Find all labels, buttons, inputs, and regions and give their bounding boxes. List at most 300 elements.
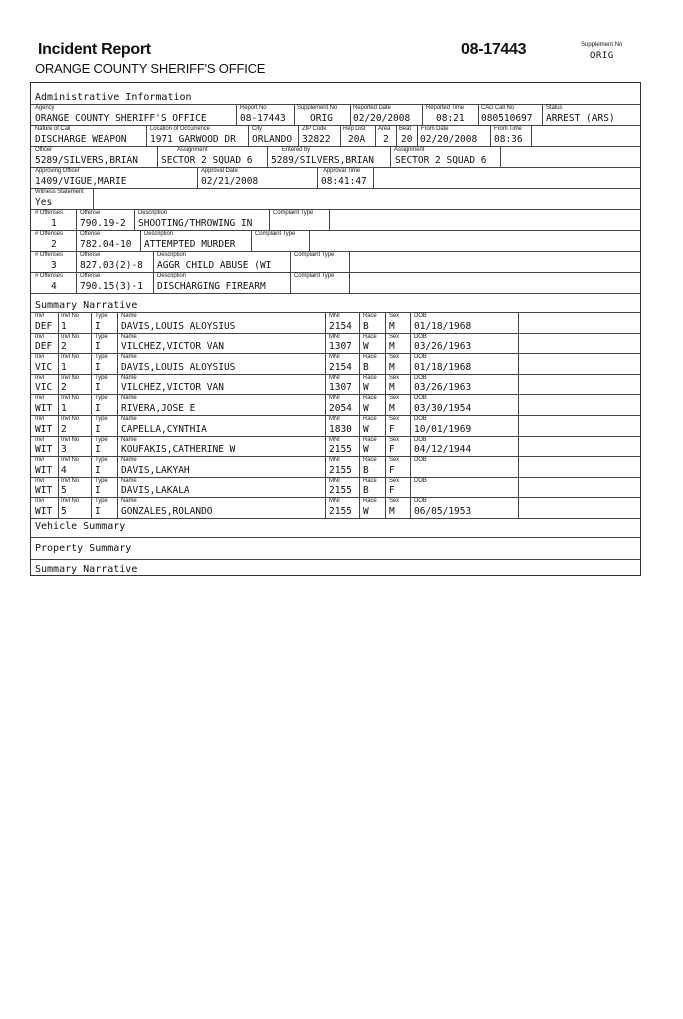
- divider: [117, 374, 118, 395]
- person-dob-label: DOB: [414, 354, 427, 361]
- offense-description-label: Description: [157, 252, 186, 258]
- divider: [518, 497, 519, 518]
- divider: [31, 272, 640, 273]
- person-name: KOUFAKIS,CATHERINE W: [121, 444, 236, 456]
- person-mni: 1307: [329, 341, 352, 353]
- person-invl: WIT: [35, 485, 53, 497]
- agency-value: ORANGE COUNTY SHERIFF'S OFFICE: [35, 113, 207, 124]
- divider: [385, 333, 386, 354]
- person-invl: VIC: [35, 361, 53, 373]
- person-mni: 2155: [329, 505, 352, 517]
- divider: [31, 209, 640, 210]
- person-name-label: Name: [121, 477, 137, 484]
- person-sex-label: Sex: [389, 354, 400, 361]
- divider: [117, 415, 118, 436]
- person-mni: 2154: [329, 361, 352, 373]
- person-name: GONZALES,ROLANDO: [121, 505, 213, 517]
- divider: [91, 353, 92, 374]
- divider: [385, 436, 386, 457]
- witness-statement-label: Witness Statement: [35, 189, 84, 195]
- divider: [134, 209, 135, 230]
- offense-description: AGGR CHILD ABUSE (WI: [157, 260, 272, 271]
- offense-code-label: Offense: [80, 273, 101, 279]
- divider: [31, 559, 640, 560]
- person-race: W: [363, 382, 369, 394]
- person-dob-label: DOB: [414, 395, 427, 402]
- person-invl-label: Invl: [35, 477, 44, 484]
- report-title: Incident Report: [38, 41, 151, 58]
- person-dob: 06/05/1953: [414, 505, 472, 517]
- person-invl-no-label: Invl No: [61, 333, 79, 340]
- divider: [349, 272, 350, 293]
- offense-complaint-type-label: Complaint Type: [273, 210, 314, 216]
- approving-officer-label: Approving Officer: [35, 168, 80, 174]
- reported-time-label: Reported Time: [426, 105, 465, 111]
- divider: [518, 312, 519, 333]
- divider: [91, 333, 92, 354]
- divider: [359, 394, 360, 415]
- person-mni-label: MNI: [329, 333, 340, 340]
- divider: [531, 125, 532, 146]
- person-name-label: Name: [121, 354, 137, 361]
- supplement-value: ORIG: [590, 51, 614, 61]
- person-mni: 2054: [329, 402, 352, 414]
- nature-of-call-label: Nature of Call: [35, 126, 71, 132]
- offense-code: 827.03(2)-8: [80, 260, 143, 271]
- person-invl-no-label: Invl No: [61, 477, 79, 484]
- offense-description: SHOOTING/THROWING IN: [138, 218, 253, 229]
- offense-code: 782.04-10: [80, 239, 132, 250]
- person-invl: DEF: [35, 341, 53, 353]
- person-sex-label: Sex: [389, 333, 400, 340]
- supplement-no-label: Supplement No: [297, 105, 338, 111]
- divider: [325, 436, 326, 457]
- person-dob: 03/26/1963: [414, 341, 472, 353]
- divider: [76, 272, 77, 293]
- person-type: I: [95, 320, 101, 332]
- divider: [359, 374, 360, 395]
- person-invl-label: Invl: [35, 374, 44, 381]
- person-type: I: [95, 485, 101, 497]
- divider: [325, 456, 326, 477]
- person-invl-no: 2: [61, 423, 67, 435]
- agency-label: Agency: [35, 105, 55, 111]
- divider: [385, 312, 386, 333]
- person-invl-no: 1: [61, 402, 67, 414]
- from-date-value: 02/20/2008: [420, 134, 478, 145]
- divider: [58, 415, 59, 436]
- divider: [31, 125, 640, 126]
- person-dob: 04/12/1944: [414, 444, 472, 456]
- divider: [140, 230, 141, 251]
- divider: [410, 333, 411, 354]
- person-type: I: [95, 505, 101, 517]
- person-type-label: Type: [95, 374, 108, 381]
- reported-date-label: Reported Date: [353, 105, 391, 111]
- divider: [410, 436, 411, 457]
- divider: [91, 394, 92, 415]
- divider: [91, 374, 92, 395]
- rep-dist-label: Rep Dist: [343, 126, 366, 132]
- person-invl-no-label: Invl No: [61, 313, 79, 319]
- divider: [58, 477, 59, 498]
- person-invl-label: Invl: [35, 333, 44, 340]
- offense-complaint-type-label: Complaint Type: [294, 252, 335, 258]
- person-invl: DEF: [35, 320, 53, 332]
- approval-time-value: 08:41:47: [321, 176, 367, 187]
- entered-assignment-label: Assignment: [394, 147, 425, 153]
- location-value: 1971 GARWOOD DR: [150, 134, 236, 145]
- divider: [385, 477, 386, 498]
- offense-num-label: # Offenses: [35, 273, 63, 279]
- person-type-label: Type: [95, 333, 108, 340]
- person-name-label: Name: [121, 436, 137, 443]
- divider: [422, 104, 423, 125]
- person-invl-label: Invl: [35, 416, 44, 422]
- person-mni: 1307: [329, 382, 352, 394]
- person-sex-label: Sex: [389, 395, 400, 402]
- person-dob-label: DOB: [414, 457, 427, 464]
- divider: [76, 209, 77, 230]
- person-type: I: [95, 423, 101, 435]
- divider: [359, 436, 360, 457]
- divider: [31, 537, 640, 538]
- divider: [58, 374, 59, 395]
- person-invl-no-label: Invl No: [61, 457, 79, 464]
- vehicle-summary-title: Vehicle Summary: [35, 521, 126, 532]
- person-invl-no-label: Invl No: [61, 395, 79, 402]
- person-race-label: Race: [363, 416, 377, 422]
- divider: [269, 209, 270, 230]
- person-sex-label: Sex: [389, 313, 400, 319]
- divider: [417, 125, 418, 146]
- divider: [31, 230, 640, 231]
- divider: [373, 167, 374, 188]
- divider: [390, 146, 391, 167]
- divider: [117, 394, 118, 415]
- divider: [325, 394, 326, 415]
- divider: [251, 230, 252, 251]
- divider: [410, 497, 411, 518]
- supplement-label: Supplement No: [581, 42, 623, 48]
- person-dob-label: DOB: [414, 436, 427, 443]
- person-race: W: [363, 505, 369, 517]
- divider: [58, 436, 59, 457]
- divider: [340, 125, 341, 146]
- person-name-label: Name: [121, 374, 137, 381]
- city-label: City: [252, 126, 262, 132]
- divider: [410, 415, 411, 436]
- officer-value: 5289/SILVERS,BRIAN: [35, 155, 138, 166]
- person-invl-no-label: Invl No: [61, 498, 79, 505]
- person-mni: 2155: [329, 464, 352, 476]
- divider: [58, 312, 59, 333]
- offense-complaint-type-label: Complaint Type: [294, 273, 335, 279]
- offense-description-label: Description: [138, 210, 167, 216]
- divider: [359, 312, 360, 333]
- person-mni: 2155: [329, 444, 352, 456]
- offense-num: 4: [51, 281, 57, 292]
- person-sex-label: Sex: [389, 416, 400, 422]
- person-type: I: [95, 341, 101, 353]
- offense-num-label: # Offenses: [35, 210, 63, 216]
- person-sex: M: [389, 382, 395, 394]
- divider: [31, 146, 640, 147]
- person-sex: F: [389, 444, 395, 456]
- divider: [410, 353, 411, 374]
- entered-assignment-value: SECTOR 2 SQUAD 6: [395, 155, 487, 166]
- divider: [153, 251, 154, 272]
- divider: [91, 497, 92, 518]
- divider: [58, 456, 59, 477]
- person-invl-no: 5: [61, 485, 67, 497]
- person-type: I: [95, 382, 101, 394]
- entered-by-value: 5289/SILVERS,BRIAN: [271, 155, 374, 166]
- divider: [385, 497, 386, 518]
- incident-form: [30, 82, 641, 576]
- divider: [146, 125, 147, 146]
- person-race: B: [363, 485, 369, 497]
- person-type: I: [95, 361, 101, 373]
- person-mni: 2154: [329, 320, 352, 332]
- divider: [329, 209, 330, 230]
- beat-label: Beat: [399, 126, 411, 132]
- divider: [518, 436, 519, 457]
- divider: [410, 394, 411, 415]
- divider: [290, 251, 291, 272]
- divider: [117, 353, 118, 374]
- divider: [197, 167, 198, 188]
- area-value: 2: [383, 134, 389, 145]
- person-invl-no-label: Invl No: [61, 354, 79, 361]
- person-invl: VIC: [35, 382, 53, 394]
- divider: [91, 436, 92, 457]
- person-name-label: Name: [121, 333, 137, 340]
- person-invl-label: Invl: [35, 395, 44, 402]
- person-invl-no-label: Invl No: [61, 374, 79, 381]
- person-invl-no: 5: [61, 505, 67, 517]
- divider: [91, 415, 92, 436]
- offense-description: ATTEMPTED MURDER: [144, 239, 236, 250]
- person-sex: F: [389, 485, 395, 497]
- person-type-label: Type: [95, 395, 108, 402]
- divider: [236, 104, 237, 125]
- person-dob: 01/18/1968: [414, 361, 472, 373]
- person-mni-label: MNI: [329, 436, 340, 443]
- reported-time-value: 08:21: [436, 113, 465, 124]
- divider: [518, 456, 519, 477]
- person-invl: WIT: [35, 464, 53, 476]
- offense-code-label: Offense: [80, 210, 101, 216]
- divider: [58, 333, 59, 354]
- person-race: B: [363, 320, 369, 332]
- person-name-label: Name: [121, 457, 137, 464]
- divider: [153, 272, 154, 293]
- person-race: W: [363, 341, 369, 353]
- person-mni-label: MNI: [329, 416, 340, 422]
- person-sex: M: [389, 505, 395, 517]
- approval-time-label: Approval Time: [323, 168, 361, 174]
- divider: [325, 497, 326, 518]
- person-dob: 10/01/1969: [414, 423, 472, 435]
- report-number: 08-17443: [461, 41, 527, 58]
- person-type: I: [95, 444, 101, 456]
- status-value: ARREST (ARS): [546, 113, 615, 124]
- person-sex: F: [389, 423, 395, 435]
- divider: [91, 456, 92, 477]
- divider: [317, 167, 318, 188]
- offense-description: DISCHARGING FIREARM: [157, 281, 266, 292]
- divider: [157, 146, 158, 167]
- offense-code-label: Offense: [80, 252, 101, 258]
- office-name: ORANGE COUNTY SHERIFF'S OFFICE: [35, 61, 266, 76]
- offense-code: 790.15(3)-1: [80, 281, 143, 292]
- status-label: Status: [546, 105, 563, 111]
- person-type-label: Type: [95, 477, 108, 484]
- divider: [410, 477, 411, 498]
- city-value: ORLANDO: [252, 134, 293, 145]
- person-invl: WIT: [35, 402, 53, 414]
- offense-code-label: Offense: [80, 231, 101, 237]
- divider: [518, 394, 519, 415]
- divider: [117, 333, 118, 354]
- person-race-label: Race: [363, 333, 377, 340]
- person-type: I: [95, 464, 101, 476]
- divider: [58, 497, 59, 518]
- person-invl: WIT: [35, 423, 53, 435]
- person-name: DAVIS,LAKYAH: [121, 464, 190, 476]
- person-invl-label: Invl: [35, 313, 44, 319]
- from-time-value: 08:36: [494, 134, 523, 145]
- person-invl-label: Invl: [35, 498, 44, 505]
- divider: [325, 312, 326, 333]
- person-mni-label: MNI: [329, 395, 340, 402]
- divider: [76, 230, 77, 251]
- person-dob-label: DOB: [414, 374, 427, 381]
- divider: [359, 333, 360, 354]
- person-mni-label: MNI: [329, 374, 340, 381]
- admin-section-title: Administrative Information: [35, 92, 192, 103]
- person-invl-no: 2: [61, 382, 67, 394]
- person-invl-label: Invl: [35, 354, 44, 361]
- person-race: W: [363, 402, 369, 414]
- person-dob: 01/18/1968: [414, 320, 472, 332]
- nature-of-call-value: DISCHARGE WEAPON: [35, 134, 127, 145]
- divider: [410, 456, 411, 477]
- divider: [76, 251, 77, 272]
- person-sex-label: Sex: [389, 457, 400, 464]
- person-invl-no: 2: [61, 341, 67, 353]
- person-invl-no: 4: [61, 464, 67, 476]
- divider: [117, 477, 118, 498]
- divider: [117, 497, 118, 518]
- person-dob-label: DOB: [414, 498, 427, 505]
- report-no-value: 08-17443: [240, 113, 286, 124]
- divider: [518, 374, 519, 395]
- divider: [294, 104, 295, 125]
- report-no-label: Report No: [240, 105, 267, 111]
- divider: [359, 477, 360, 498]
- person-race-label: Race: [363, 395, 377, 402]
- person-race-label: Race: [363, 313, 377, 319]
- supplement-no-value: ORIG: [310, 113, 333, 124]
- person-invl-label: Invl: [35, 457, 44, 464]
- person-invl-label: Invl: [35, 436, 44, 443]
- person-name: DAVIS,LAKALA: [121, 485, 190, 497]
- person-name: DAVIS,LOUIS ALOYSIUS: [121, 320, 236, 332]
- person-sex: M: [389, 402, 395, 414]
- person-invl-no: 1: [61, 361, 67, 373]
- divider: [325, 415, 326, 436]
- person-name-label: Name: [121, 416, 137, 422]
- person-sex: M: [389, 320, 395, 332]
- person-invl-no: 3: [61, 444, 67, 456]
- person-dob-label: DOB: [414, 313, 427, 319]
- person-race: B: [363, 464, 369, 476]
- person-type-label: Type: [95, 416, 108, 422]
- divider: [359, 497, 360, 518]
- rep-dist-value: 20A: [348, 134, 366, 145]
- divider: [518, 353, 519, 374]
- offense-description-label: Description: [157, 273, 186, 279]
- beat-value: 20: [401, 134, 413, 145]
- divider: [359, 415, 360, 436]
- zip-value: 32822: [302, 134, 331, 145]
- from-date-label: From Date: [421, 126, 449, 132]
- divider: [91, 477, 92, 498]
- divider: [58, 394, 59, 415]
- person-race: B: [363, 361, 369, 373]
- cad-call-no-value: 080510697: [481, 113, 533, 124]
- summary-narrative-title: Summary Narrative: [35, 564, 138, 575]
- from-time-label: From Time: [494, 126, 522, 132]
- person-race-label: Race: [363, 374, 377, 381]
- divider: [410, 374, 411, 395]
- divider: [325, 374, 326, 395]
- person-type-label: Type: [95, 498, 108, 505]
- person-sex: M: [389, 341, 395, 353]
- zip-label: ZIP Code: [302, 126, 327, 132]
- witness-statement-value: Yes: [35, 197, 53, 208]
- person-name: VILCHEZ,VICTOR VAN: [121, 341, 224, 353]
- person-race-label: Race: [363, 457, 377, 464]
- divider: [500, 146, 501, 167]
- divider: [93, 188, 94, 209]
- divider: [518, 477, 519, 498]
- person-dob-label: DOB: [414, 333, 427, 340]
- person-name: CAPELLA,CYNTHIA: [121, 423, 207, 435]
- person-race: W: [363, 423, 369, 435]
- divider: [91, 312, 92, 333]
- person-name: DAVIS,LOUIS ALOYSIUS: [121, 361, 236, 373]
- divider: [309, 230, 310, 251]
- divider: [359, 456, 360, 477]
- person-invl: WIT: [35, 444, 53, 456]
- divider: [490, 125, 491, 146]
- divider: [117, 436, 118, 457]
- person-sex-label: Sex: [389, 436, 400, 443]
- person-type-label: Type: [95, 457, 108, 464]
- divider: [542, 104, 543, 125]
- person-invl-no-label: Invl No: [61, 416, 79, 422]
- divider: [117, 312, 118, 333]
- person-type-label: Type: [95, 313, 108, 319]
- person-dob: 03/26/1963: [414, 382, 472, 394]
- divider: [325, 353, 326, 374]
- divider: [396, 125, 397, 146]
- cad-call-no-label: CAD Call No: [481, 105, 514, 111]
- person-mni-label: MNI: [329, 498, 340, 505]
